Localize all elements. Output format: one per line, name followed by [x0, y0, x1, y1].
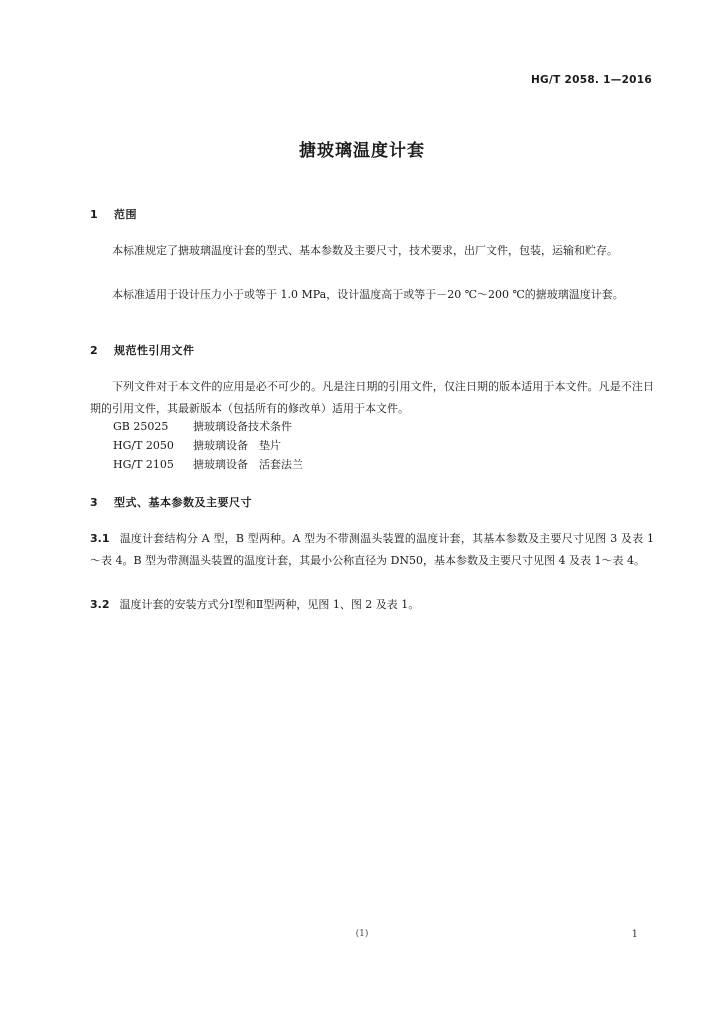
reference-name: 搪玻璃设备 垫片: [193, 439, 281, 452]
section-1-paragraph-1: 本标准规定了搪玻璃温度计套的型式、基本参数及主要尺寸，技术要求，出厂文件，包装，运输和贮存。: [112, 244, 618, 257]
clause-text: 温度计套结构分 A 型，B 型两种。A 型为不带测温头装置的温度计套，其基本参数及主要尺寸见图 3 及表 1～表 4。B 型为带测温头装置的温度计套，其最小公称直径为 DN50，基本参数及主要尺寸见图 4 及表 1～表 4。: [90, 532, 654, 567]
clause-3-2: [90, 594, 654, 616]
reference-name: 搪玻璃设备技术条件: [193, 420, 292, 433]
reference-name: 搪玻璃设备 活套法兰: [193, 458, 303, 471]
section-title: 型式、基本参数及主要尺寸: [114, 496, 252, 509]
footer-mark: (1): [355, 929, 369, 939]
clause-number: 3.1: [90, 532, 110, 545]
reference-item: [113, 437, 303, 455]
reference-list: [113, 418, 303, 474]
clause-3-1: [90, 528, 654, 572]
reference-code: HG/T 2050: [113, 439, 174, 452]
section-3-heading: [90, 494, 252, 510]
reference-code: GB 25025: [113, 420, 169, 433]
section-title: 范围: [114, 208, 137, 221]
reference-code: HG/T 2105: [113, 458, 174, 471]
section-1-heading: [90, 206, 137, 222]
document-title: 搪玻璃温度计套: [299, 141, 425, 161]
section-number: 2: [90, 344, 99, 357]
page-number: 1: [631, 929, 638, 940]
section-title: 规范性引用文件: [114, 344, 195, 357]
clause-number: 3.2: [90, 598, 110, 611]
section-number: 3: [90, 496, 99, 509]
section-2-heading: [90, 342, 195, 358]
clause-text: 温度计套的安装方式分Ⅰ型和Ⅱ型两种，见图 1、图 2 及表 1。: [119, 598, 420, 611]
standard-code: HG/T 2058. 1—2016: [530, 74, 652, 86]
section-2-paragraph-1: 下列文件对于本文件的应用是必不可少的。凡是注日期的引用文件，仅注日期的版本适用于本文件。凡是不注日期的引用文件，其最新版本（包括所有的修改单）适用于本文件。: [90, 380, 654, 415]
reference-item: [113, 456, 303, 474]
section-1-paragraph-2: 本标准适用于设计压力小于或等于 1.0 MPa，设计温度高于或等于－20 ℃～200 ℃的搪玻璃温度计套。: [112, 288, 624, 301]
section-number: 1: [90, 208, 99, 221]
reference-item: [113, 418, 303, 436]
